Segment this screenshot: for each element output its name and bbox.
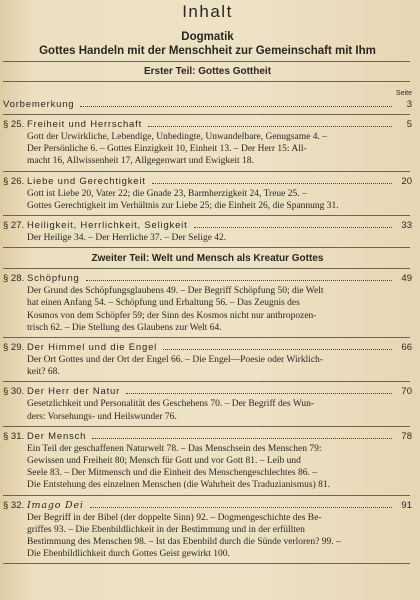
description-line: Gott der Urwirkliche, Lebendige, Unbedingte, Unwandelbare, Genugsame 4. – — [27, 132, 327, 142]
description-line: Gewissen und Freiheit 80; Mensch für Gott und vor Gott 81. – Leib und — [27, 456, 301, 467]
description-line: Bestimmung des Menschen 98. – Ist das Ebenbild durch die Sünde verloren? 99. – — [27, 537, 341, 548]
section-page: 20 — [401, 175, 412, 187]
leader-dots — [80, 105, 392, 107]
section-title: Liebe und Gerechtigkeit — [27, 175, 146, 187]
section-number: § 25. — [3, 119, 25, 130]
page-column-label: Seite — [396, 90, 412, 97]
main-heading-line2: Gottes Handeln mit der Menschheit zur Gemeinschaft mit Ihm — [39, 45, 376, 57]
toc-entry — [3, 219, 412, 248]
section-description — [27, 131, 398, 168]
section-list-part2 — [3, 272, 412, 564]
leader-dots — [90, 506, 392, 508]
divider — [3, 114, 410, 115]
section-number: § 29. — [3, 342, 25, 354]
part-heading-2: Zweiter Teil: Welt und Mensch als Kreatur Gottes — [91, 253, 324, 265]
section-number: § 32. — [3, 499, 25, 511]
description-line: Der Ort Gottes und der Ort der Engel 66. – Die Engel—Poesie oder Wirklich- — [27, 355, 323, 366]
section-title: Der Himmel und die Engel — [27, 342, 158, 354]
leader-dots — [152, 182, 392, 184]
section-description — [27, 354, 398, 378]
page-title: Inhalt — [182, 2, 233, 21]
leader-dots — [92, 437, 392, 439]
section-title: Freiheit und Herrschaft — [27, 119, 143, 130]
description-line: Ein Teil der geschaffenen Naturwelt 78. – Das Menschsein des Menschen 79: — [27, 443, 322, 454]
divider — [3, 171, 410, 172]
section-title: Schöpfung — [27, 273, 80, 285]
description-line: trisch 62. – Die Stellung des Glaubens zur Welt 64. — [27, 322, 222, 333]
toc-entry-heading[interactable] — [3, 272, 412, 285]
description-line: Der Grund des Schöpfungsglaubens 49. – Der Begriff Schöpfung 50; die Welt — [27, 286, 324, 297]
section-list-part1 — [3, 118, 412, 248]
description-line: macht 16, Allwissenheit 17, Allgegenwart und Ewigkeit 18. — [27, 156, 254, 167]
section-number: § 27. — [3, 220, 25, 232]
toc-entry-heading[interactable] — [3, 118, 412, 131]
description-line: Gottes Gerechtigkeit im Verhältnis zur Liebe 25; die Einheit 26, die Spannung 31. — [27, 200, 339, 211]
section-page: 91 — [401, 499, 412, 511]
section-number: § 30. — [3, 386, 25, 398]
toc-entry-heading[interactable] — [3, 430, 412, 443]
section-description — [27, 398, 398, 422]
description-line: keit? 68. — [27, 367, 60, 378]
toc-entry-heading[interactable] — [3, 385, 412, 398]
divider — [3, 81, 410, 82]
description-line: Gott ist Liebe 20, Vater 22; die Gnade 23, Barmherzigkeit 24, Treue 25. – — [27, 188, 307, 199]
leader-dots — [126, 392, 392, 394]
section-description — [27, 188, 398, 212]
section-description — [27, 512, 398, 561]
entry-page: 3 — [406, 99, 412, 110]
toc-entry — [3, 385, 412, 426]
divider — [3, 268, 410, 269]
description-line: Der Begriff in der Bibel (der doppelte Sinn) 92. – Dogmengeschichte des Be- — [27, 512, 322, 523]
section-title: Heiligkeit, Herrlichkeit, Seligkeit — [27, 220, 188, 232]
description-line: Der Persönliche 6. – Gottes Einzigkeit 10, Einheit 13. – Der Herr 15: All- — [27, 144, 307, 155]
section-description — [27, 285, 398, 334]
toc-entry-vorbemerkung[interactable] — [3, 98, 412, 111]
section-title: Imago Dei — [27, 499, 84, 511]
toc-entry — [3, 272, 412, 338]
description-line: hat einen Anfang 54. – Schöpfung und Erhaltung 56. – Das Zeugnis des — [27, 298, 300, 309]
part-heading-1: Erster Teil: Gottes Gottheit — [143, 66, 272, 77]
divider — [3, 61, 410, 62]
section-page: 5 — [406, 119, 412, 130]
section-number: § 31. — [3, 430, 25, 442]
toc-entry — [3, 118, 412, 172]
leader-dots — [86, 279, 392, 281]
section-title: Der Herr der Natur — [27, 386, 121, 398]
divider — [3, 381, 410, 382]
leader-dots — [194, 226, 392, 228]
toc-entry-heading[interactable] — [3, 219, 412, 232]
section-page: 70 — [401, 386, 412, 398]
section-description — [27, 232, 398, 244]
section-page: 66 — [401, 342, 412, 354]
toc-entry — [3, 499, 412, 565]
leader-dots — [148, 125, 392, 127]
section-page: 49 — [401, 273, 412, 285]
description-line: Der Heilige 34. – Der Herrliche 37. – Der Selige 42. — [27, 233, 227, 244]
toc-entry-heading[interactable] — [3, 499, 412, 512]
description-line: Gesetzlichkeit und Personalität des Geschehens 70. – Der Begriff des Wun- — [27, 399, 315, 410]
toc-entry-heading[interactable] — [3, 341, 412, 354]
section-number: § 28. — [3, 273, 25, 285]
description-line: Die Entstehung des einzelnen Menschen (die Wahrheit des Traduzianismus) 81. — [27, 480, 330, 491]
description-line: Seele 83. – Der Mitmensch und die Einheit des Menschengeschlechtes 86. – — [27, 468, 317, 479]
toc-entry — [3, 175, 412, 216]
section-number: § 26. — [3, 175, 25, 187]
leader-dots — [163, 348, 392, 350]
toc-entry — [3, 341, 412, 382]
description-line: griffes 93. – Die Ebenbildlichkeit in der Bestimmung und in der erfüllten — [27, 524, 305, 535]
section-description — [27, 443, 398, 492]
entry-title: Vorbemerkung — [3, 99, 75, 110]
divider — [3, 426, 410, 427]
divider — [3, 215, 410, 216]
divider — [3, 563, 410, 564]
section-title: Der Mensch — [27, 430, 87, 442]
divider — [3, 495, 410, 496]
description-line: Kosmos von dem Schöpfer 59; der Sinn des Kosmos nicht nur anthropozen- — [27, 310, 317, 321]
description-line: Die Ebenbildlichkeit durch Gottes Geist gewirkt 100. — [27, 549, 230, 560]
section-page: 33 — [401, 220, 412, 232]
description-line: ders: Vorsehungs- und Heilswunder 76. — [27, 411, 177, 422]
toc-entry — [3, 430, 412, 496]
divider — [3, 247, 410, 248]
toc-entry-heading[interactable] — [3, 175, 412, 188]
divider — [3, 337, 410, 338]
main-heading-line1: Dogmatik — [181, 31, 234, 43]
section-page: 78 — [401, 430, 412, 442]
